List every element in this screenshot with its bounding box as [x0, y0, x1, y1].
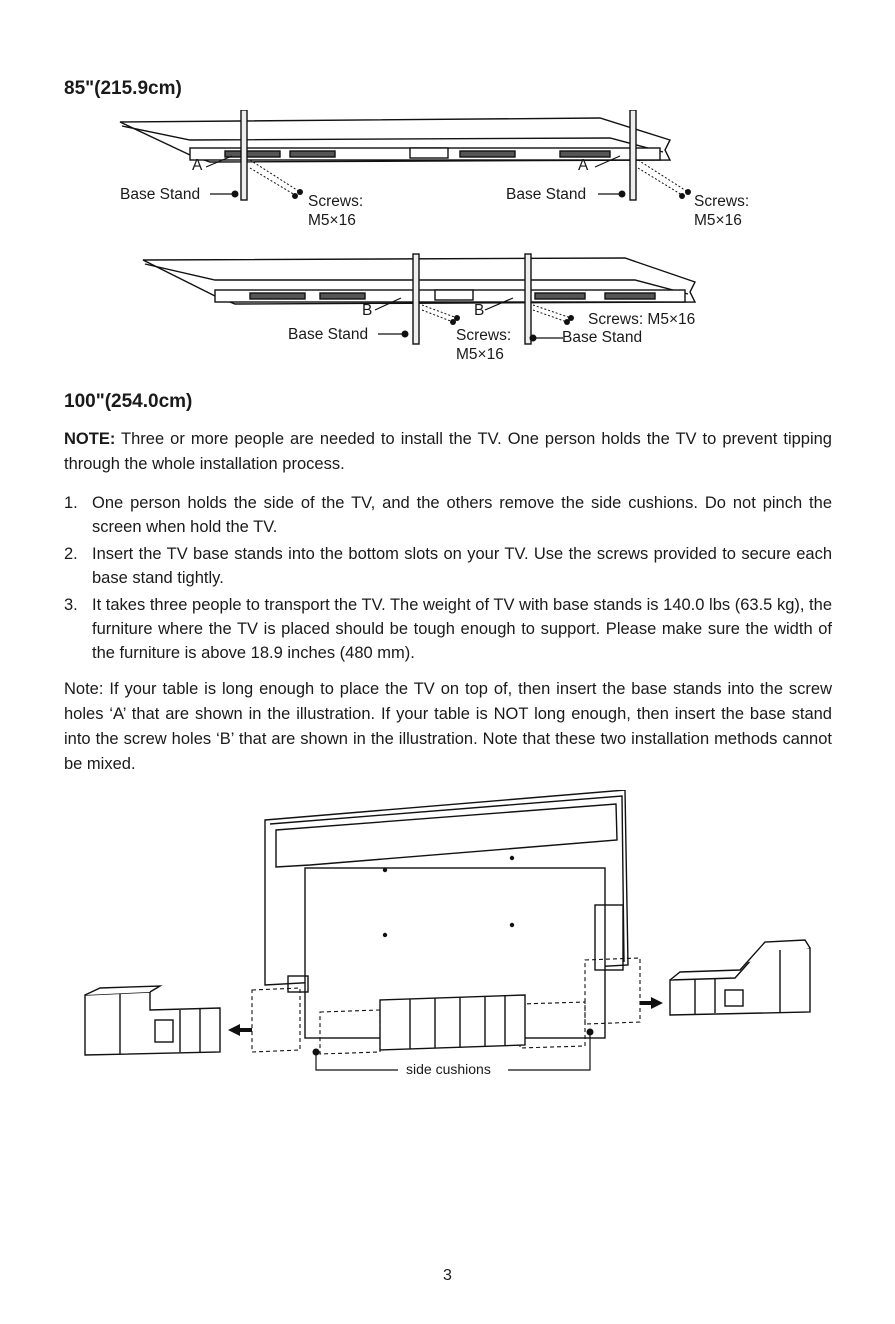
page-number: 3 — [443, 1267, 452, 1284]
tv-bottom-view-icon — [120, 118, 670, 162]
step-item — [64, 593, 832, 665]
step-number: 1. — [64, 494, 78, 512]
right-cushion-icon — [670, 940, 810, 1015]
screws-label-left: Screws: — [308, 193, 364, 210]
step-text: Insert the TV base stands into the bottom slots on your TV. Use the screws provided to secure each base stand tightly. — [92, 545, 832, 587]
label-a-right: A — [578, 157, 589, 174]
step-number: 2. — [64, 545, 78, 563]
note-text: Three or more people are needed to install the TV. One person holds the TV to prevent tipping through the whole installation process. — [64, 430, 832, 473]
screws-label-b-mid: Screws: — [456, 327, 512, 344]
screws-size-right: M5×16 — [694, 212, 742, 229]
step-text: It takes three people to transport the TV. The weight of TV with base stands is 140.0 lbs (63.5 kg), the furniture where the TV is placed should be tough enough to support. Please make sure the width of the furniture is above 18.9 inches (480 mm). — [92, 596, 832, 662]
note-paragraph — [64, 427, 832, 477]
base-stand-label-b-left: Base Stand — [288, 326, 369, 343]
screws-size-left: M5×16 — [308, 212, 356, 229]
section-85-title: 85"(215.9cm) — [64, 78, 182, 99]
screws-label-b-right: Screws: M5×16 — [588, 311, 696, 328]
step-text: One person holds the side of the TV, and the others remove the side cushions. Do not pinch the screen when hold the TV. — [92, 494, 832, 536]
label-b-left: B — [362, 302, 373, 319]
step-number: 3. — [64, 596, 78, 614]
note-label: NOTE: — [64, 430, 116, 448]
diagram-85-holes-a — [110, 110, 780, 235]
screws-size-b-mid: M5×16 — [456, 346, 504, 363]
screw-icon — [450, 315, 574, 325]
section-100-title: 100"(254.0cm) — [64, 391, 193, 412]
diagram-100-side-cushions — [80, 790, 815, 1080]
base-stand-label-left: Base Stand — [120, 186, 201, 203]
base-bracket-icon — [380, 995, 525, 1050]
label-b-right: B — [474, 302, 485, 319]
base-stand-label-right: Base Stand — [506, 186, 587, 203]
arrow-right-icon — [640, 997, 663, 1009]
note2-paragraph: Note: If your table is long enough to place the TV on top of, then insert the base stands into the screw holes ‘A’ that are shown in the illustration. If your table is NOT long enough, then insert the base stand into the screw holes ‘B’ that are shown in the illustration. Note that these two installation methods cannot be mixed. — [64, 680, 832, 773]
step-item — [64, 542, 832, 590]
base-stand-label-b-right: Base Stand — [562, 329, 643, 346]
installation-steps — [64, 491, 832, 668]
left-cushion-icon — [85, 986, 220, 1055]
arrow-left-icon — [228, 1024, 252, 1036]
step-item — [64, 491, 832, 539]
label-a-left: A — [192, 157, 203, 174]
diagram-85-holes-b — [135, 250, 735, 360]
side-cushions-label: side cushions — [406, 1061, 491, 1077]
screws-label-right: Screws: — [694, 193, 750, 210]
